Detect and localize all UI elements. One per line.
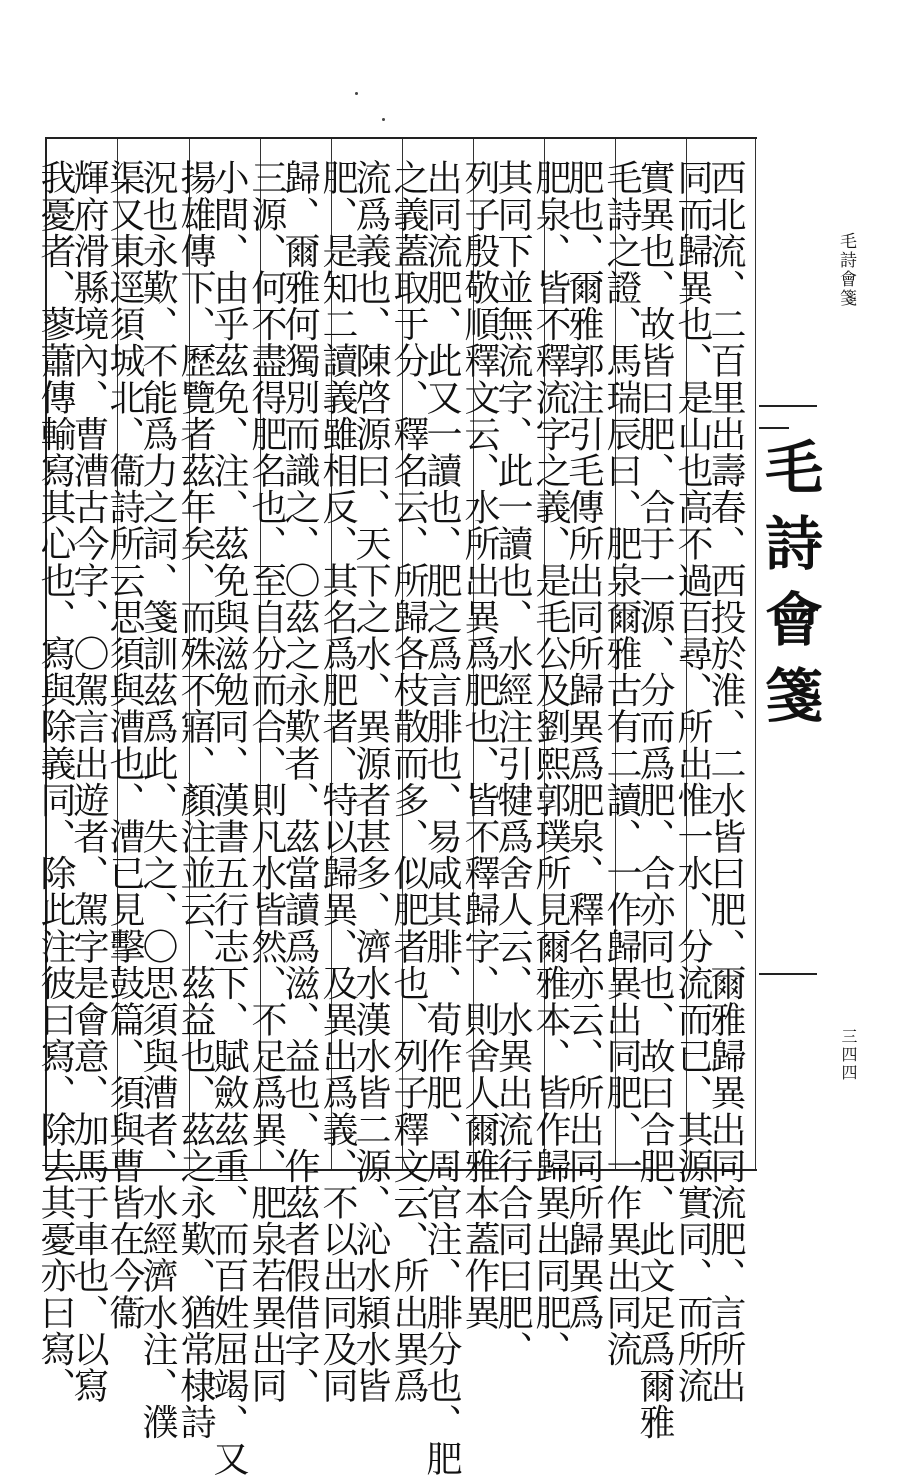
text-column: 況也永歎、不能爲力之詞、箋訓茲爲此、失之、〇思須與漕者、水經濟水注、濮: [137, 159, 178, 1440]
text-column: 流爲義也、陳啓源曰、天下之水、異源者甚多、濟水漢水皆二源、沁水潁水皆: [350, 159, 391, 1404]
text-frame: [35, 137, 757, 1477]
title-rule: [759, 973, 817, 975]
text-column: 其同下並無流字、此一讀也、水經注引犍爲舍人云、水異出流行合同曰肥、: [492, 159, 533, 1367]
text-column: 肥泉、皆不釋流字之義、是毛公及劉熙郭璞所見爾雅本、皆作歸異出同肥、: [530, 159, 571, 1367]
text-column: 實異也、故皆曰肥、合于一源、分而爲肥、合亦同也、故曰合肥、此文足爲爾雅: [634, 159, 675, 1440]
book-title: 毛詩會箋: [755, 437, 823, 741]
text-column: 輝府滑縣境內、曹漕古今字、〇駕言出遊者、駕字是會意、加馬于車也、以寫: [68, 159, 109, 1404]
text-column: 小間、由乎茲免、注、茲免與滋勉同、漢書五行志下、賦斂茲重、而百姓屈竭、又: [208, 159, 249, 1477]
text-column: 出同流肥、此又一讀也、肥之爲言腓也、易咸其腓、荀作肥、周官注、腓分也、肥: [421, 159, 462, 1477]
text-column: 西北流、二百里出壽春、西投於淮、二水皆曰肥、爾雅歸異出同流肥、言所出: [705, 159, 746, 1404]
text-column: 我憂者、蓼蕭傳輸寫其心也、寫與除義同、除此注彼曰寫、除去其憂亦曰寫、: [35, 159, 76, 1404]
title-rule: [759, 405, 817, 407]
text-column: 揚雄傳下、歷覽者茲年矣、而殊不寤、顏注並云、茲益也、茲之永歎、猶常棣詩: [175, 159, 216, 1440]
text-column: 歸、爾雅何獨別而識之、〇茲之永歎者、茲當讀爲滋、益也、作茲者假借字、: [279, 159, 320, 1404]
text-column: 列子殷敬順釋文云、水所出異爲肥也、皆不釋歸字、則舍人爾雅本蓋作異: [459, 159, 500, 1331]
fore-edge-title-block: [757, 137, 825, 1167]
text-column: 之義蓋取于分、釋名云、所歸各枝散而多、似肥者也、列子釋文云、所出異爲: [388, 159, 429, 1404]
title-rule: [759, 427, 789, 429]
text-column: 渠又東逕須城北、衞詩所云思須與漕也、漕已見擊鼓篇、須與曹皆在今衞: [104, 159, 145, 1331]
text-column: 肥也、爾雅郭注引毛傳所出同所歸異爲肥泉、釋名亦云、所出同所歸異爲: [563, 159, 604, 1331]
text-column: 肥、是知二讀義雖相反、其名爲肥者、特以歸異、及異出爲義、不以出同及同: [317, 159, 358, 1404]
speck: [382, 118, 385, 121]
text-column: 毛詩之證、馬瑞辰曰、肥泉爾雅古有二讀、一作歸異出同肥、一作異出同流: [601, 159, 642, 1367]
page-number: 三四四: [839, 1028, 858, 1082]
text-column: 三源、何不盡得肥名也、至自分而合、則凡水皆然、不足爲異、肥泉若異出同: [246, 159, 287, 1404]
text-column: 同而歸異也、是山也高不過百尋、所出惟一水、分流而已、其源實同、而所流: [672, 159, 713, 1404]
speck: [355, 92, 358, 95]
running-title: 毛詩會箋: [836, 232, 856, 308]
